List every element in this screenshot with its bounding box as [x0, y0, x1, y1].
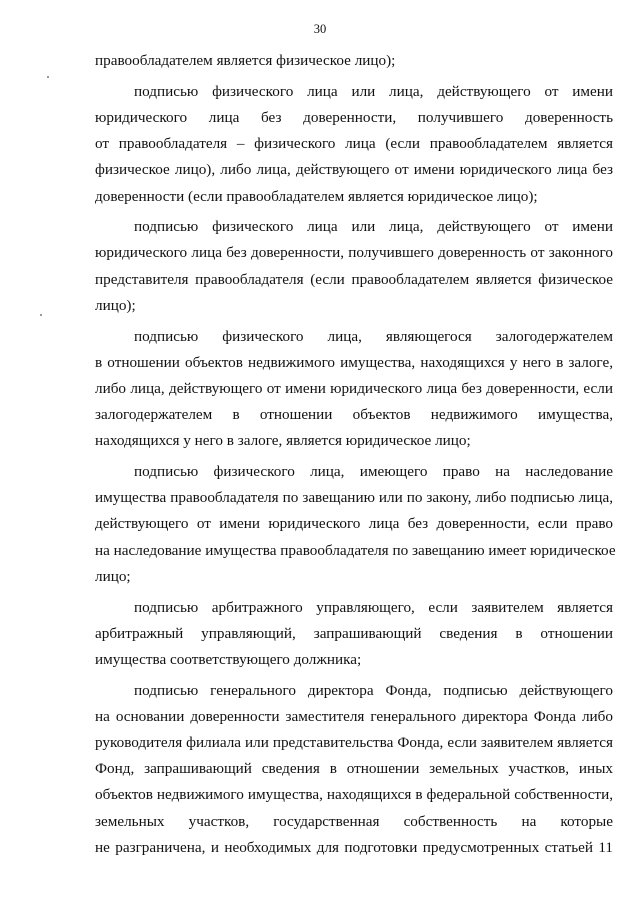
- text-line: арбитражный управляющий, запрашивающий сведения в отношении: [95, 624, 613, 642]
- text-line: юридического лица без доверенности, получившего доверенность: [95, 108, 613, 126]
- text-line: подписью физического лица или лица, действующего от имени: [134, 82, 613, 100]
- text-line: руководителя филиала или представительства Фонда, если заявителем является: [95, 734, 613, 752]
- text-line: на наследование имущества правообладателя по завещанию имеет юридическое: [95, 541, 616, 559]
- text-line: юридического лица без доверенности, получившего доверенность от законного: [95, 244, 613, 262]
- text-line: физическое лицо), либо лица, действующего от имени юридического лица без: [95, 161, 613, 179]
- text-line: подписью физического лица или лица, действующего от имени: [134, 218, 613, 236]
- text-line: имущества соответствующего должника;: [95, 650, 362, 668]
- text-line: Фонд, запрашивающий сведения в отношении земельных участков, иных: [95, 760, 613, 778]
- text-line: подписью генерального директора Фонда, подписью действующего: [134, 681, 613, 699]
- text-line: действующего от имени юридического лица без доверенности, если право: [95, 515, 613, 533]
- scan-speck: [40, 314, 42, 316]
- text-line: в отношении объектов недвижимого имущества, находящихся у него в залоге,: [95, 353, 613, 371]
- text-line: залогодержателем в отношении объектов недвижимого имущества,: [95, 406, 613, 424]
- text-line: имущества правообладателя по завещанию или по закону, либо подписью лица,: [95, 489, 613, 507]
- text-line: лицо);: [95, 296, 136, 314]
- text-line: представителя правообладателя (если правообладателем является физическое: [95, 270, 613, 288]
- text-line: доверенности (если правообладателем является юридическое лицо);: [95, 187, 538, 205]
- text-line: лицо;: [95, 567, 131, 585]
- text-line: подписью физического лица, являющегося залогодержателем: [134, 327, 613, 345]
- page-number: 30: [313, 22, 327, 36]
- text-line: подписью физического лица, имеющего право на наследование: [134, 463, 613, 481]
- text-line: либо лица, действующего от имени юридического лица без доверенности, если: [95, 379, 613, 397]
- text-line: находящихся у него в залоге, является юридическое лицо;: [95, 432, 471, 450]
- text-line: объектов недвижимого имущества, находящихся в федеральной собственности,: [95, 786, 613, 804]
- text-line: земельных участков, государственная собственность на которые: [95, 812, 613, 830]
- text-line: на основании доверенности заместителя генерального директора Фонда либо: [95, 707, 613, 725]
- text-line: не разграничена, и необходимых для подготовки предусмотренных статьей 11: [95, 838, 613, 856]
- scan-speck: [47, 76, 49, 78]
- text-line: правообладателем является физическое лицо);: [95, 52, 396, 69]
- body-text: [95, 48, 616, 861]
- text-line: подписью арбитражного управляющего, если заявителем является: [134, 598, 613, 616]
- text-line: от правообладателя – физического лица (если правообладателем является: [95, 135, 613, 153]
